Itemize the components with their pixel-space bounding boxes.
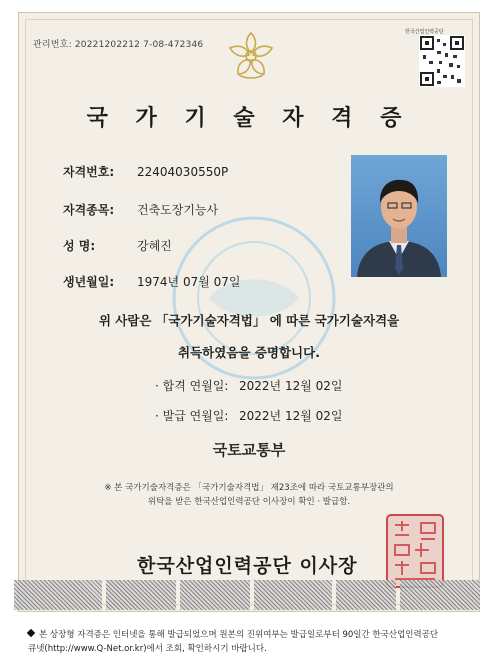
- statement-line-2: 취득하였음을 증명합니다.: [178, 345, 320, 360]
- field-birthdate: [63, 273, 240, 290]
- field-value: 22404030550P: [137, 165, 229, 179]
- security-strip: [400, 580, 480, 610]
- field-label: 성 명:: [63, 239, 96, 253]
- security-strip: [106, 580, 176, 610]
- statement-line-1: 위 사람은 「국가기술자격법」 에 따른 국가기술자격을: [98, 313, 400, 328]
- security-strip: [336, 580, 396, 610]
- security-strip: [254, 580, 332, 610]
- ministry-name: 국토교통부: [212, 441, 286, 459]
- issue-date-row: [155, 407, 342, 424]
- note-line-1: ※ 본 국가기술자격증은 「국가기술자격법」 제23조에 따라 국토교통부장관의: [104, 483, 394, 493]
- field-qualification: [63, 201, 218, 218]
- date-label: · 발급 연월일:: [155, 409, 229, 423]
- field-certificate-number: [63, 163, 228, 180]
- certificate: [18, 12, 480, 612]
- footer-line-2: 큐넷(http://www.Q-Net.or.kr)에서 조회, 확인하시기 바랍니다.: [28, 644, 267, 654]
- security-strip: [180, 580, 250, 610]
- pass-date-row: [155, 377, 342, 394]
- management-number: 관리번호: 20221202212 7-08-472346: [33, 40, 204, 50]
- diamond-bullet-icon: [27, 629, 35, 637]
- national-emblem-icon: [225, 29, 277, 81]
- qr-code-icon: [419, 35, 465, 87]
- date-value: 2022년 12월 02일: [239, 379, 343, 393]
- field-value: 강혜진: [137, 239, 172, 253]
- field-name: [63, 237, 172, 254]
- qr-code: [405, 29, 465, 91]
- security-pattern: [14, 580, 480, 610]
- certificate-title: 국 가 기 술 자 격 증: [86, 106, 412, 131]
- field-value: 1974년 07월 07일: [137, 275, 241, 289]
- issuer-name: 한국산업인력공단 이사장: [137, 555, 358, 577]
- holder-photo: [351, 155, 447, 277]
- footer-line-1: 본 상장형 자격증은 인터넷을 통해 발급되었으며 원본의 진위여부는 발급일로부터 90일간 한국산업인력공단: [28, 628, 438, 642]
- note-line-2: 위탁을 받은 한국산업인력공단 이사장이 확인 · 발급함.: [147, 497, 351, 507]
- footer-notice: [28, 628, 438, 656]
- date-value: 2022년 12월 02일: [239, 409, 343, 423]
- field-value: 건축도장기능사: [137, 203, 219, 217]
- field-label: 자격종목:: [63, 203, 115, 217]
- field-label: 자격번호:: [63, 165, 115, 179]
- qr-label: 한국산업인력공단: [405, 29, 444, 35]
- field-label: 생년월일:: [63, 275, 115, 289]
- date-label: · 합격 연월일:: [155, 379, 229, 393]
- official-seal-icon: [385, 513, 445, 589]
- security-strip: [14, 580, 102, 610]
